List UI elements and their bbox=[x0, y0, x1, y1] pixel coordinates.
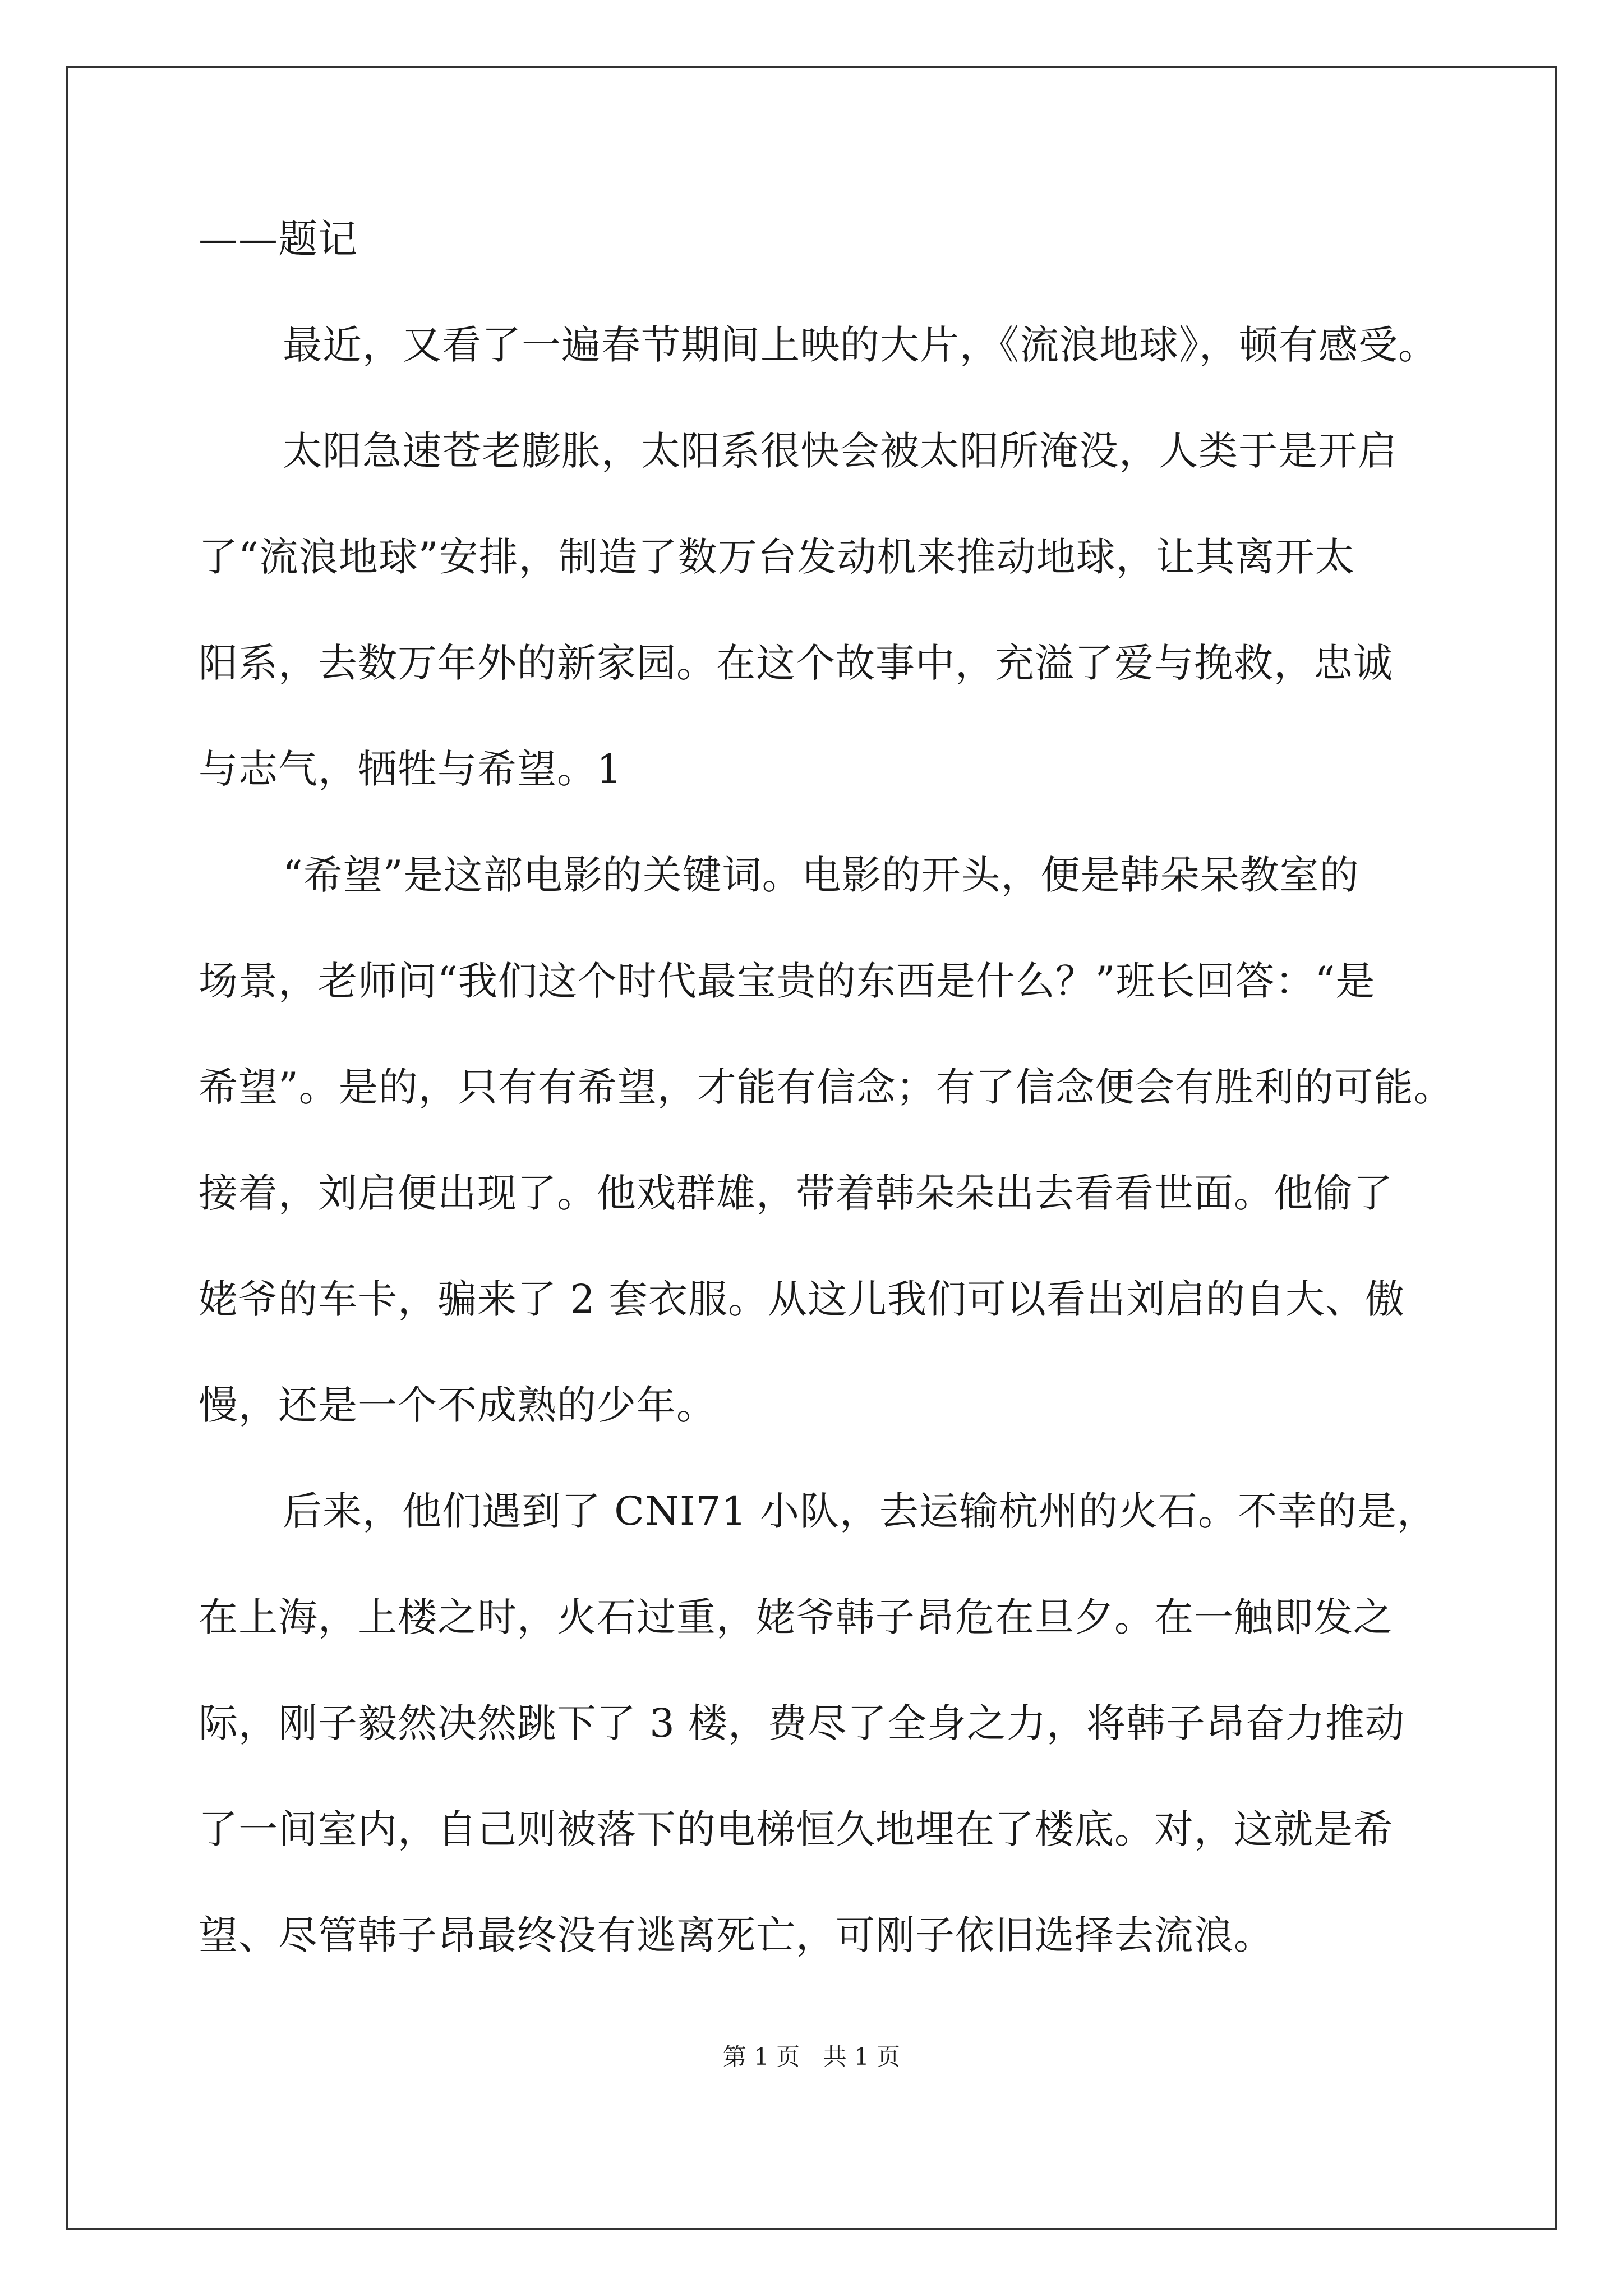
paragraph-3 bbox=[199, 849, 1454, 1432]
paragraph-1 bbox=[199, 319, 1438, 371]
page-footer bbox=[0, 2043, 1623, 2071]
paragraph-line: 姥爷的车卡，骗来了 2 套衣服。从这儿我们可以看出刘启的自大、傲 bbox=[199, 1276, 1405, 1322]
paragraph-line: 阳系，去数万年外的新家园。在这个故事中，充溢了爱与挽救，忠诚 bbox=[199, 640, 1393, 686]
paragraph-line: 望、尽管韩子昂最终没有逃离死亡，可刚子依旧选择去流浪。 bbox=[199, 1912, 1274, 1958]
paragraph-line: 了一间室内，自己则被落下的电梯恒久地埋在了楼底。对，这就是希 bbox=[199, 1806, 1393, 1852]
page-total: 共 1 页 bbox=[823, 2043, 901, 2070]
paragraph-line: 接着，刘启便出现了。他戏群雄，带着韩朵朵出去看看世面。他偷了 bbox=[199, 1170, 1393, 1216]
paragraph-line: 际，刚子毅然决然跳下了 3 楼，费尽了全身之力，将韩子昂奋力推动 bbox=[199, 1700, 1405, 1746]
document-body bbox=[199, 213, 1454, 1962]
epigraph: ——题记 bbox=[199, 216, 358, 262]
paragraph-4 bbox=[199, 1485, 1437, 1962]
paragraph-line: 场景，老师问“我们这个时代最宝贵的东西是什么？”班长回答：“是 bbox=[199, 958, 1376, 1004]
page-number: 第 1 页 bbox=[722, 2043, 800, 2070]
paragraph-line: “希望”是这部电影的关键词。电影的开头，便是韩朵呆教室的 bbox=[283, 852, 1359, 898]
paragraph-line: 了“流浪地球”安排，制造了数万台发动机来推动地球，让其离开太 bbox=[199, 534, 1355, 580]
paragraph-line: 在上海，上楼之时，火石过重，姥爷韩子昂危在旦夕。在一触即发之 bbox=[199, 1594, 1393, 1640]
paragraph-line: 后来，他们遇到了 CNI71 小队，去运输杭州的火石。不幸的是， bbox=[283, 1488, 1437, 1534]
paragraph-line: 太阳急速苍老膨胀，太阳系很快会被太阳所淹没，人类于是开启 bbox=[283, 428, 1398, 474]
paragraph-line: 希望”。是的，只有有希望，才能有信念；有了信念便会有胜利的可能。 bbox=[199, 1064, 1454, 1110]
paragraph-line: 与志气，牺牲与希望。1 bbox=[199, 746, 623, 792]
paragraph-line: 慢，还是一个不成熟的少年。 bbox=[199, 1382, 716, 1428]
paragraph-2 bbox=[199, 425, 1429, 795]
paragraph-line: 最近，又看了一遍春节期间上映的大片，《流浪地球》，顿有感受。 bbox=[283, 322, 1438, 368]
